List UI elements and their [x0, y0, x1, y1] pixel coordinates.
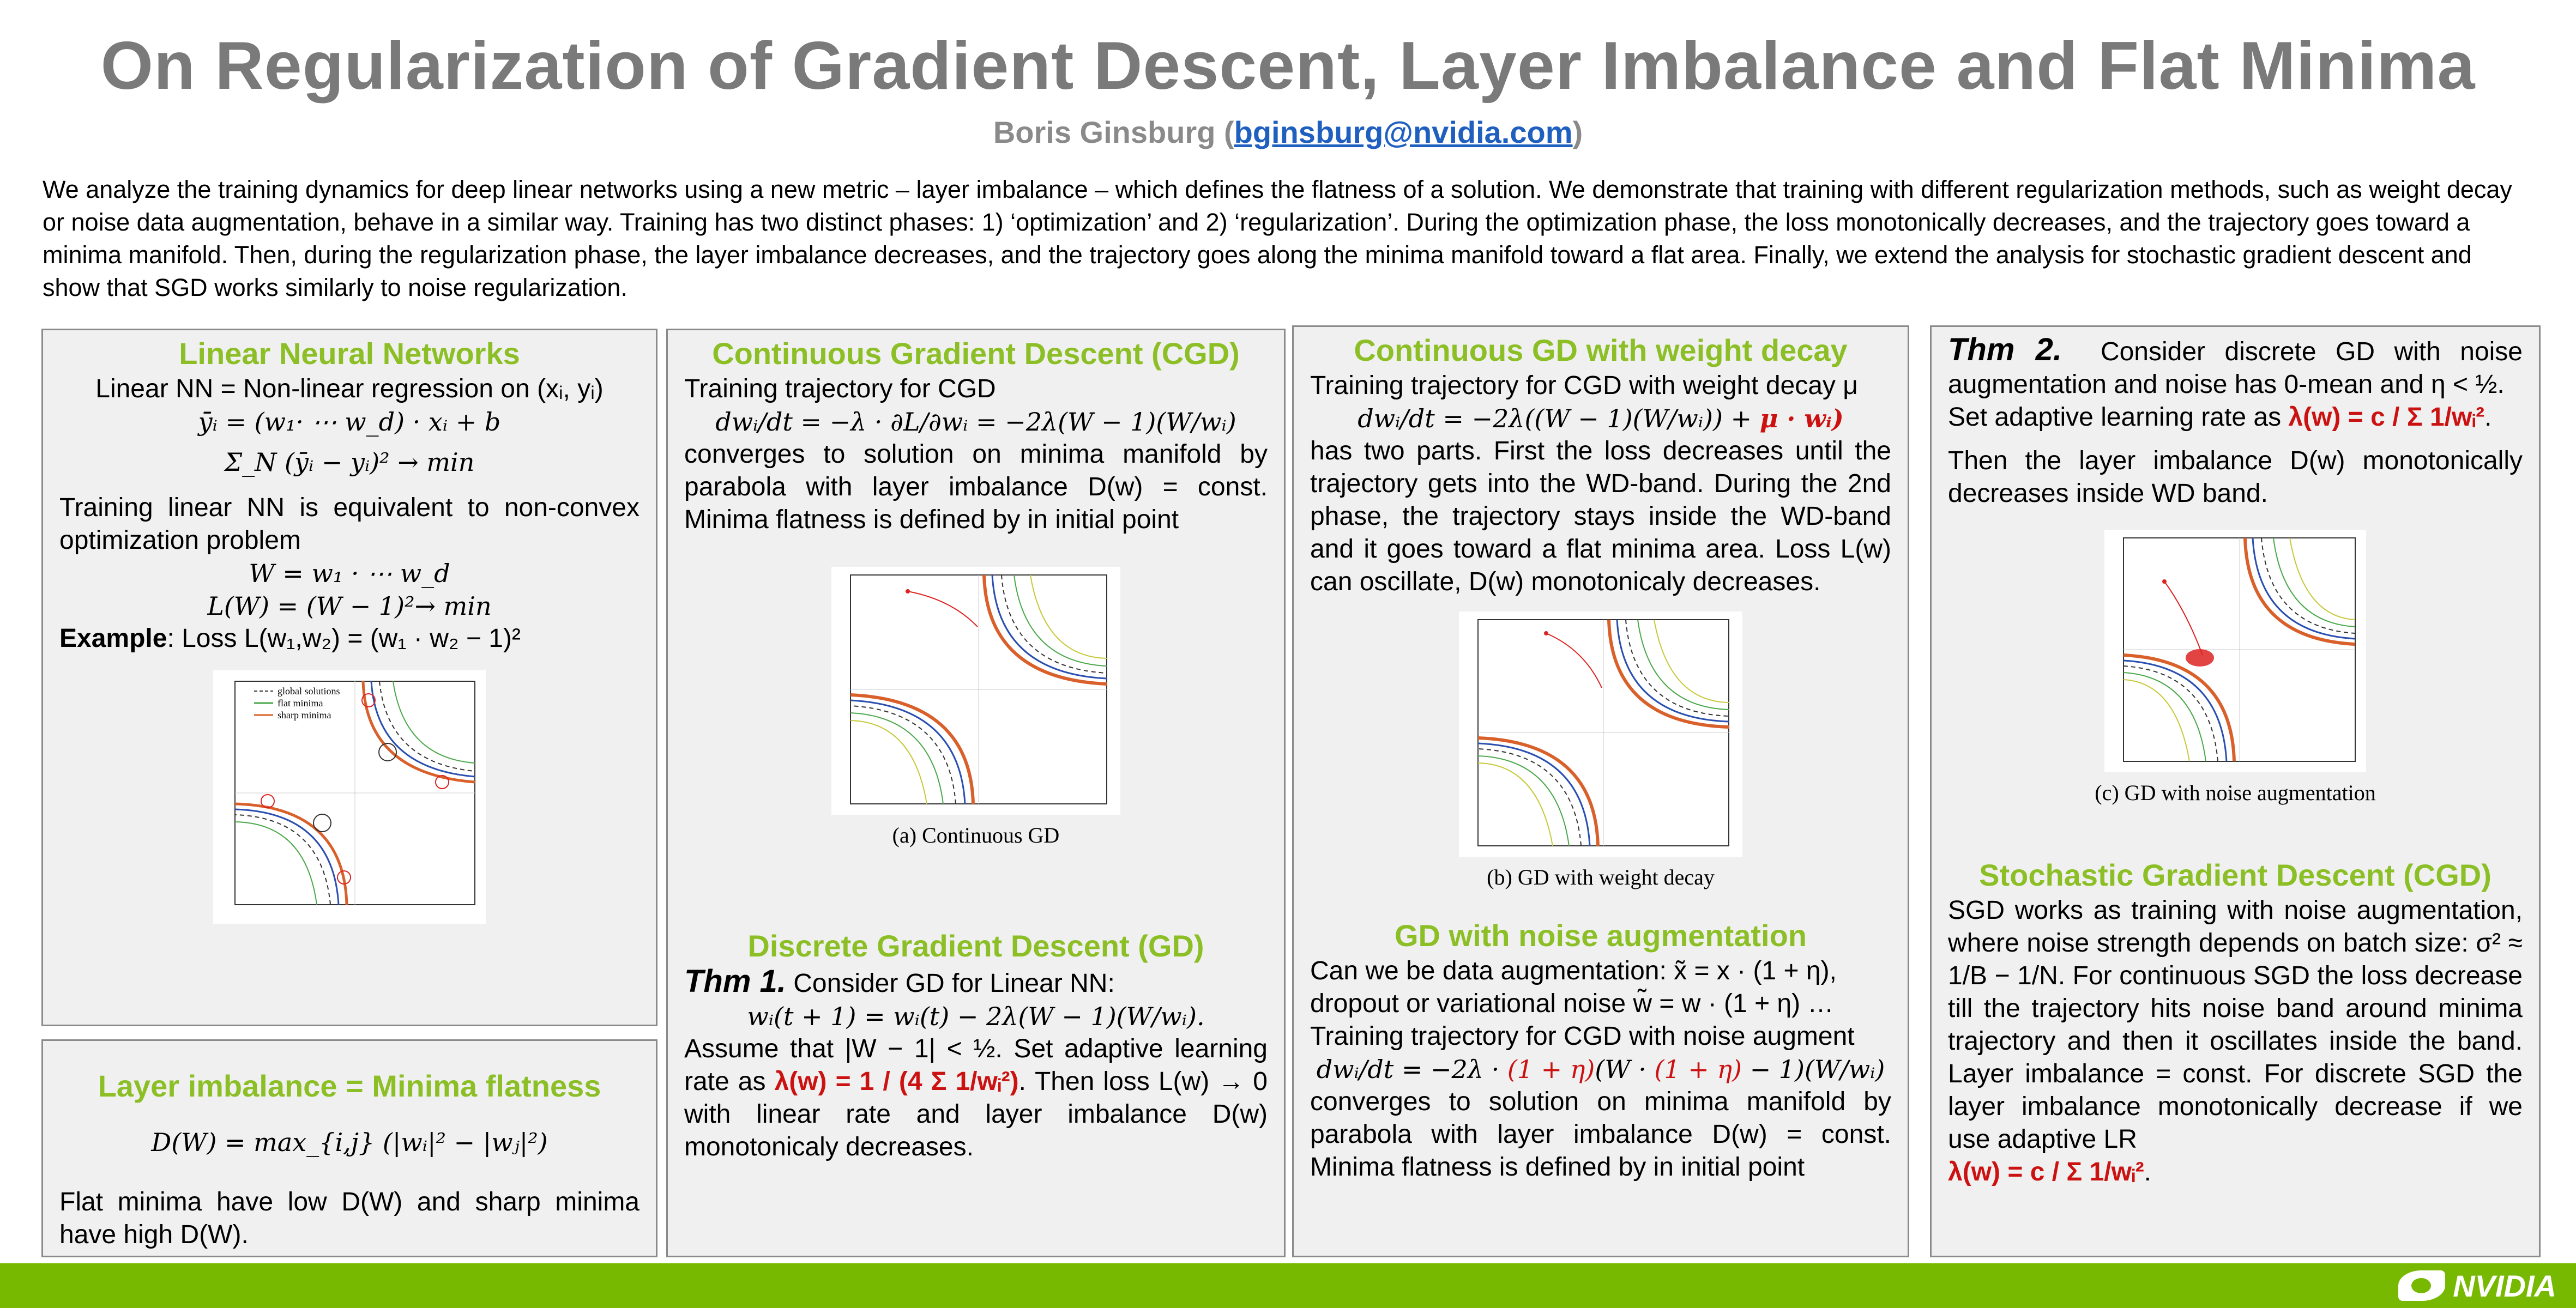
wd-line1: Training trajectory for CGD with weight decay μ — [1310, 371, 1858, 400]
sgd-lr: λ(w) = c / Σ 1/wᵢ² — [1948, 1158, 2144, 1186]
figure-noise-augmentation — [2104, 530, 2366, 772]
noise-line1: Can we be data augmentation: x̃ = x · (1 + η), — [1310, 956, 1837, 985]
sgd-text: SGD works as training with noise augmentation, where noise strength depends on batch size: σ² ≈ 1/B − 1/N. For continuous SGD the loss decrease till the trajectory hits noise band around minima trajectory and then it oscillates inside the band. Layer imbalance = const. For discrete SGD the layer imbalance monotonically decrease if we use adaptive LR — [1948, 896, 2523, 1154]
heading-layer-imbalance: Layer imbalance = Minima flatness — [98, 1069, 601, 1103]
noise-line2: dropout or variational noise w̃ = w · (1 + η) … — [1310, 989, 1834, 1018]
thm1-label: Thm 1. — [684, 964, 786, 999]
author-name: Boris Ginsburg ( — [993, 115, 1234, 149]
thm2-line — [1948, 334, 2523, 401]
nvidia-logo — [2398, 1268, 2556, 1304]
thm2-text1: Consider discrete GD with noise augmentation and noise has 0-mean and η < ½. — [1948, 337, 2523, 399]
wd-eq — [1310, 402, 1891, 435]
noise-eq-b: (1 + η) — [1507, 1055, 1595, 1084]
panel-weight-decay — [1292, 325, 1909, 1257]
dgd-eq: wᵢ(t + 1) = wᵢ(t) − 2λ(W − 1)(W/wᵢ). — [747, 1002, 1205, 1031]
thm2-lr: λ(w) = c / Σ 1/wᵢ² — [2288, 403, 2485, 432]
wd-eq-red: μ · wᵢ) — [1759, 404, 1844, 433]
author-line — [0, 114, 2576, 150]
example-text: : Loss L(w₁,w₂) = (w₁ · w₂ − 1)² — [167, 624, 521, 653]
heading-weight-decay: Continuous GD with weight decay — [1354, 333, 1848, 367]
noise-eq-c: (W · — [1595, 1055, 1655, 1084]
abstract: We analyze the training dynamics for deep linear networks using a new metric – layer imbalance – which defines the flatness of a solution. We demonstrate that training with different regularization methods, such as weight decay or noise data augmentation, behave in a similar way. Training has two distinct phases: 1) ‘optimization’ and 2) ‘regularization’. During the optimization phase, the loss monotonically decreases, and the trajectory goes toward a minima manifold. Then, during the regularization phase, the layer imbalance decreases, and the trajectory goes along the minima manifold toward a flat area. Finally, we extend the analysis for stochastic gradient descent and show that SGD works similarly to noise regularization. — [43, 175, 2512, 301]
linear-nn-text1: Training linear NN is equivalent to non-convex optimization problem — [59, 493, 640, 555]
footer-bar — [0, 1263, 2576, 1308]
linear-nn-eq4: L(W) = (W − 1)²→ min — [207, 591, 492, 621]
legend-sharp-minima: sharp minima — [277, 710, 331, 720]
thm2-caption: (c) GD with noise augmentation — [2095, 780, 2376, 805]
noise-line3: Training trajectory for CGD with noise augment — [1310, 1022, 1855, 1051]
linear-nn-eq1: ȳᵢ = (w₁· ⋯ w_d) · xᵢ + b — [198, 407, 501, 437]
dgd-lr: λ(w) = 1 / (4 Σ 1/wᵢ²) — [774, 1067, 1019, 1096]
author-email-link[interactable]: bginsburg@nvidia.com — [1234, 115, 1573, 149]
cgd-caption: (a) Continuous GD — [892, 823, 1060, 847]
heading-cgd: Continuous Gradient Descent (CGD) — [712, 336, 1240, 371]
noise-eq-a: dwᵢ/dt = −2λ · — [1316, 1055, 1507, 1084]
nvidia-eye-icon — [2398, 1270, 2445, 1301]
wd-caption: (b) GD with weight decay — [1487, 865, 1715, 889]
noise-eq-d: (1 + η) — [1654, 1055, 1742, 1084]
panel-linear-nn — [41, 329, 657, 1026]
panel-cgd — [666, 329, 1286, 1257]
nvidia-logo-text: NVIDIA — [2453, 1268, 2556, 1303]
layer-imbalance-eq: D(W) = max_{i,j} (|wᵢ|² − |wⱼ|²) — [151, 1128, 548, 1157]
linear-nn-eq3: W = w₁ · ⋯ w_d — [249, 559, 450, 588]
noise-text: converges to solution on minima manifold by parabola with layer imbalance D(w) = const. Minima flatness is defined by in initial point — [1310, 1087, 1891, 1182]
linear-nn-example — [59, 622, 640, 655]
wd-text: has two parts. First the loss decreases until the trajectory gets into the WD-band. During the 2nd phase, the trajectory stays inside the WD-band and it goes toward a flat minima area. Loss L(w) can oscillate, D(w) monotonicaly decreases. — [1310, 437, 1891, 596]
figure-global-solutions — [213, 670, 486, 924]
sgd-lr-line — [1948, 1156, 2523, 1189]
dgd-assume: Assume that |W − 1| < ½. Set adaptive learning rate as — [684, 1034, 1268, 1096]
linear-nn-eq2: Σ_N (ȳᵢ − yᵢ)² → min — [224, 447, 475, 477]
dgd-body — [684, 1033, 1268, 1164]
noise-eq — [1310, 1053, 1891, 1086]
thm1-text: Consider GD for Linear NN: — [786, 969, 1115, 998]
figure-weight-decay — [1459, 611, 1742, 857]
sgd-end: . — [2144, 1158, 2152, 1186]
poster-title: On Regularization of Gradient Descent, Layer Imbalance and Flat Minima — [100, 28, 2476, 104]
cgd-text: converges to solution on minima manifold by parabola with layer imbalance D(w) = const. Minima flatness is defined by in initial point — [684, 440, 1268, 534]
cgd-line1: Training trajectory for CGD — [684, 374, 996, 403]
legend-global-solutions: global solutions — [277, 686, 340, 697]
heading-sgd: Stochastic Gradient Descent (CGD) — [1979, 858, 2491, 892]
thm2-text3: Then the layer imbalance D(w) monotonically decreases inside WD band. — [1948, 446, 2523, 508]
dgd-thm-line — [684, 965, 1268, 1000]
dgd-rest: . Then loss L(w) → 0 with linear rate and layer imbalance D(w) monotonicaly decreases. — [684, 1067, 1268, 1161]
noise-eq-e: − 1)(W/wᵢ) — [1741, 1055, 1885, 1084]
cgd-eq: dwᵢ/dt = −λ · ∂L/∂wᵢ = −2λ(W − 1)(W/wᵢ) — [715, 407, 1236, 437]
wd-eq-main: dwᵢ/dt = −2λ((W − 1)(W/wᵢ)) + — [1358, 404, 1760, 433]
thm2-text2: Set adaptive learning rate as — [1948, 403, 2289, 432]
layer-imbalance-text: Flat minima have low D(W) and sharp minima have high D(W). — [59, 1188, 640, 1249]
example-label: Example — [59, 624, 167, 653]
thm2-lr-line: Set adaptive learning rate as λ(w) = c / Σ 1/wᵢ². — [1948, 403, 2492, 432]
figure-continuous-gd — [831, 567, 1120, 815]
legend-flat-minima: flat minima — [277, 698, 323, 708]
thm2-label: Thm 2. — [1948, 332, 2062, 367]
panel-layer-imbalance — [41, 1039, 657, 1257]
heading-noise: GD with noise augmentation — [1394, 918, 1807, 953]
panel-thm2-sgd — [1930, 325, 2541, 1257]
heading-linear-nn: Linear Neural Networks — [179, 336, 520, 371]
linear-nn-line1: Linear NN = Non-linear regression on (xᵢ, yᵢ) — [95, 374, 604, 403]
author-close: ) — [1572, 115, 1583, 149]
heading-dgd: Discrete Gradient Descent (GD) — [747, 929, 1204, 963]
